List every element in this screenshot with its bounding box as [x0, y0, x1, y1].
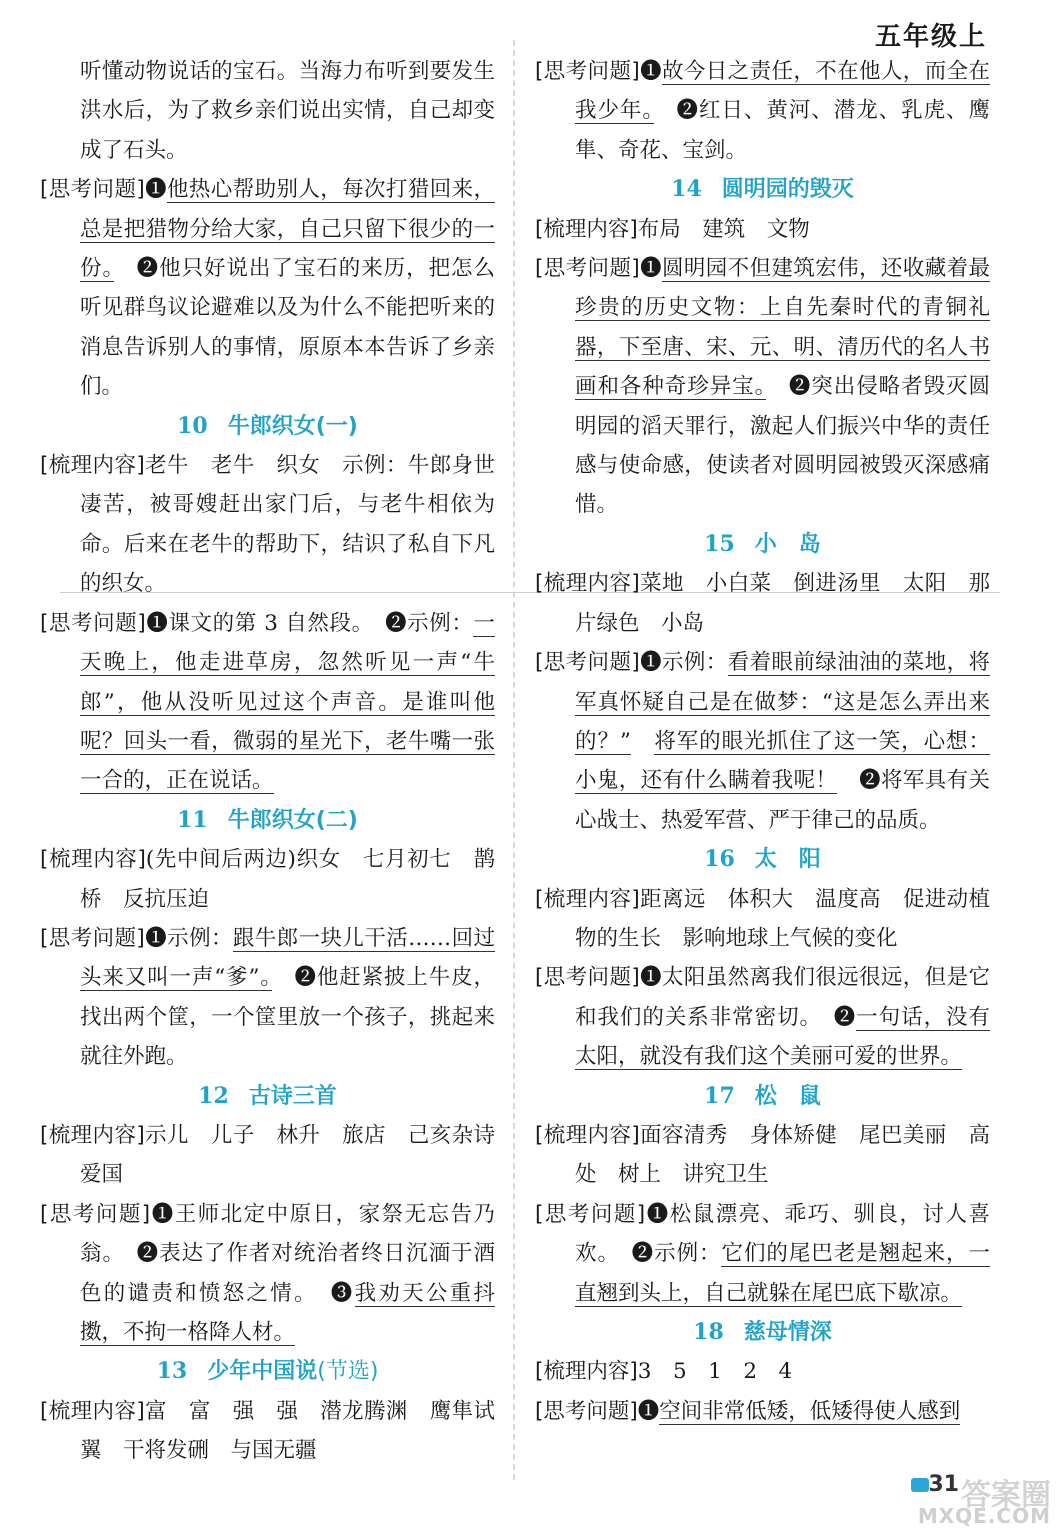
content-tag: [梳理内容]: [535, 216, 638, 242]
content-tag: [梳理内容]: [535, 1359, 638, 1385]
q9-a2-num: ❷: [136, 256, 160, 282]
lesson-14-content-text: 布局 建筑 文物: [637, 216, 810, 242]
think-tag: [思考问题]: [40, 925, 145, 951]
content-tag: [梳理内容]: [40, 453, 145, 479]
lesson-12-heading: [40, 1077, 495, 1116]
l14-q1-num: ❶: [639, 256, 663, 282]
l14-q2-num: ❷: [788, 374, 812, 400]
lesson-14-heading: [535, 170, 990, 209]
lesson-11-num: 11: [177, 806, 208, 833]
l18-q1-num: ❶: [637, 1398, 660, 1424]
think-tag: [思考问题]: [40, 177, 145, 203]
think-tag: [思考问题]: [535, 650, 640, 676]
lesson-13-title-note: (节选): [317, 1359, 379, 1385]
lesson-10-content: [40, 446, 495, 604]
l17-q1: 松鼠漂亮、乖巧、驯良，讨人喜欢。: [575, 1201, 990, 1267]
l16-q1-num: ❶: [639, 965, 663, 991]
l17-q2-num: ❷: [631, 1241, 655, 1267]
l15-q2: 将军具有关心战士、热爱军营、严于律己的品质。: [575, 768, 990, 833]
q9-a1: 他热心帮助别人，每次打猎回来，总是把猎物分给大家，自己只留下很少的一份。: [80, 177, 495, 282]
content-tag: [梳理内容]: [535, 571, 640, 597]
page-marker-icon: [911, 1478, 929, 1492]
l10-q1-num: ❶: [145, 610, 169, 636]
lesson-16-questions: [535, 958, 990, 1076]
l17-q2-pre: 示例：: [654, 1241, 722, 1267]
think-tag: [思考问题]: [535, 965, 640, 991]
l12-q3-num: ❸: [330, 1280, 355, 1306]
l11-q1-pre: 示例：: [167, 925, 233, 951]
column-divider: [513, 40, 515, 1480]
lesson-10-questions: [40, 604, 495, 801]
lesson-16-title: 太 阳: [754, 847, 821, 873]
lesson-15-content-text: 菜地 小白菜 倒进汤里 太阳 那片绿色 小岛: [575, 571, 990, 636]
lesson-13-content-text: 富 富 强 强 潜龙腾渊 鹰隼试翼 干将发硎 与国无疆: [80, 1398, 495, 1464]
lesson-16-num: 16: [704, 846, 735, 873]
lesson-10-num: 10: [177, 412, 208, 439]
lesson-13-title: 少年中国说: [207, 1359, 318, 1385]
lesson-13-content: [40, 1392, 495, 1471]
lesson-15-num: 15: [704, 530, 735, 557]
lesson-18-heading: [535, 1313, 990, 1352]
lesson-16-content-text: 距离远 体积大 温度高 促进动植物的生长 影响地球上气候的变化: [575, 886, 990, 951]
lesson-15-heading: [535, 525, 990, 564]
lesson-13-heading: [40, 1352, 495, 1391]
lesson-17-content-text: 面容清秀 身体矫健 尾巴美丽 高处 树上 讲究卫生: [575, 1122, 990, 1188]
lesson-12-content: [40, 1116, 517, 1195]
left-column: [40, 52, 517, 1471]
lesson-16-heading: [535, 840, 990, 879]
lesson-14-content: [535, 210, 990, 249]
lesson-15-title: 小 岛: [754, 531, 821, 557]
l14-q1: 圆明园不但建筑宏伟，还收藏着最珍贵的历史文物：上自先秦时代的青铜礼器，下至唐、宋、元、明、清历代的名人书画和各种奇珍异宝。: [575, 256, 990, 400]
l17-q2: 它们的尾巴老是翘起来，一直翘到头上，自己就躲在尾巴底下歇凉。: [575, 1241, 990, 1306]
content-tag: [梳理内容]: [535, 886, 640, 912]
lesson-13-num: 13: [156, 1358, 188, 1385]
l10-q2-num: ❷: [385, 610, 408, 636]
l13-q1: 故今日之责任，不在他人，而全在我少年。: [575, 59, 990, 124]
q9-a2: 他只好说出了宝石的来历，把怎么听见群鸟议论避难以及为什么不能把听来的消息告诉别人的事情，原原本本告诉了乡亲们。: [80, 256, 495, 400]
lesson-14-num: 14: [671, 176, 702, 203]
watermark-site: MXQE.COM: [917, 1504, 1051, 1528]
lesson-12-num: 12: [198, 1082, 229, 1109]
think-tag: [思考问题]: [535, 256, 640, 282]
lesson-17-heading: [535, 1077, 990, 1116]
l10-q1: 课文的第 3 自然段。: [168, 610, 363, 636]
l15-q2-num: ❷: [859, 768, 882, 794]
lesson-12-content-text: 示儿 儿子 林升 旅店 己亥杂诗 爱国: [80, 1122, 517, 1188]
l14-q2: 突出侵略者毁灭圆明园的滔天罪行，激起人们振兴中华的责任感与使命感，使读者对圆明园被毁灭深感痛惜。: [575, 374, 990, 518]
lesson-14-questions: [535, 249, 990, 525]
page-number: 31: [928, 1472, 959, 1497]
lesson-14-title: 圆明园的毁灭: [721, 177, 854, 203]
lesson-18-questions: [535, 1392, 990, 1431]
content-tag: [梳理内容]: [40, 1398, 145, 1424]
think-tag: [思考问题]: [535, 59, 640, 84]
content-tag: [梳理内容]: [535, 1122, 640, 1148]
l11-q1: 跟牛郎一块儿干活……回过头来又叫一声“爹”。: [80, 925, 495, 991]
lesson-13-questions: [535, 52, 990, 170]
lesson-17-content: [535, 1116, 990, 1195]
l12-q2-num: ❷: [136, 1241, 160, 1267]
lesson-17-title: 松 鼠: [754, 1083, 821, 1109]
lesson-15-content: [535, 564, 990, 643]
watermark-logo: 答案圈: [961, 1478, 1051, 1513]
l11-q1-num: ❶: [144, 925, 168, 951]
lesson-10-heading: [40, 407, 495, 446]
l16-q2: 一句话，没有太阳，就没有我们这个美丽可爱的世界。: [575, 1004, 990, 1070]
l15-q1-num: ❶: [639, 650, 663, 676]
lesson-12-questions: [40, 1195, 495, 1353]
page-footer: [917, 1470, 1051, 1530]
think-tag: [思考问题]: [535, 1201, 646, 1227]
intro-text: 听懂动物说话的宝石。当海力布听到要发生洪水后，为了救乡亲们说出实情，自己却变成了石头。: [80, 59, 495, 163]
lesson-18-title: 慈母情深: [743, 1320, 832, 1345]
right-column: [535, 52, 990, 1431]
lesson-12-title: 古诗三首: [248, 1083, 337, 1109]
l10-q2: 一天晚上，他走进草房，忽然听见一声“牛郎”，他从没听见过这个声音。是谁叫他呢？回头一看，微弱的星光下，老牛嘴一张一合的，正在说话。: [80, 610, 495, 794]
content-tag: [梳理内容]: [40, 847, 146, 873]
l12-q1: 王师北定中原日，家祭无忘告乃翁。: [80, 1201, 495, 1267]
lesson-11-heading: [40, 801, 495, 840]
lesson-18-num: 18: [693, 1319, 724, 1345]
l13-q1-num: ❶: [639, 59, 663, 84]
grade-label: 五年级上: [874, 22, 987, 52]
l11-q2: 他赶紧披上牛皮，找出两个筐，一个筐里放一个孩子，挑起来就往外跑。: [80, 965, 495, 1070]
lesson-11-questions: [40, 919, 495, 1077]
q9-a1-num: ❶: [144, 177, 168, 203]
l13-q2: 红日、黄河、潜龙、乳虎、鹰隼、奇花、宝剑。: [575, 98, 990, 163]
l12-q3: 我劝天公重抖擞，不拘一格降人材。: [80, 1280, 495, 1345]
lesson-18-content-text: 3 5 1 2 4: [637, 1359, 793, 1385]
l13-q2-num: ❷: [676, 98, 700, 124]
lesson-16-content: [535, 880, 990, 959]
l16-q2-num: ❷: [833, 1004, 857, 1030]
q9-block: [40, 170, 495, 406]
lesson-15-questions: [535, 643, 990, 840]
l18-q1: 空间非常低矮，低矮得使人感到: [659, 1398, 961, 1424]
lesson-11-content-text: (先中间后两边)织女 七月初七 鹊桥 反抗压迫: [80, 847, 495, 912]
lesson-18-content: [535, 1352, 990, 1391]
l15-q1b: 将军的眼光抓住了这一笑，心想：小鬼，还有什么瞒着我呢！: [575, 728, 990, 794]
l11-q2-num: ❷: [294, 965, 317, 991]
think-tag: [思考问题]: [40, 610, 146, 636]
lesson-10-title: 牛郎织女(一): [227, 413, 358, 439]
l17-q1-num: ❶: [645, 1201, 670, 1227]
think-tag: [思考问题]: [535, 1398, 638, 1424]
l16-q1: 太阳虽然离我们很远很远，但是它和我们的关系非常密切。: [575, 965, 990, 1030]
lesson-17-num: 17: [704, 1082, 735, 1109]
l10-q2-pre: 示例：: [407, 610, 474, 636]
content-tag: [梳理内容]: [40, 1122, 145, 1148]
l12-q2: 表达了作者对统治者终日沉湎于酒色的谴责和愤怒之情。: [80, 1241, 495, 1306]
lesson-10-content-text: 老牛 老牛 织女 示例：牛郎身世凄苦，被哥嫂赶出家门后，与老牛相依为命。后来在老牛的帮助下，结识了私自下凡的织女。: [80, 453, 495, 597]
lesson-11-title: 牛郎织女(二): [227, 807, 358, 833]
think-tag: [思考问题]: [40, 1201, 151, 1227]
l12-q1-num: ❶: [150, 1201, 175, 1227]
lesson-17-questions: [535, 1195, 990, 1313]
l15-q1a: 看着眼前绿油油的菜地，将军真怀疑自己是在做梦：“这是怎么弄出来的？”: [575, 650, 990, 754]
l15-q1-pre: 示例：: [662, 650, 728, 676]
lesson-11-content: [40, 840, 495, 919]
